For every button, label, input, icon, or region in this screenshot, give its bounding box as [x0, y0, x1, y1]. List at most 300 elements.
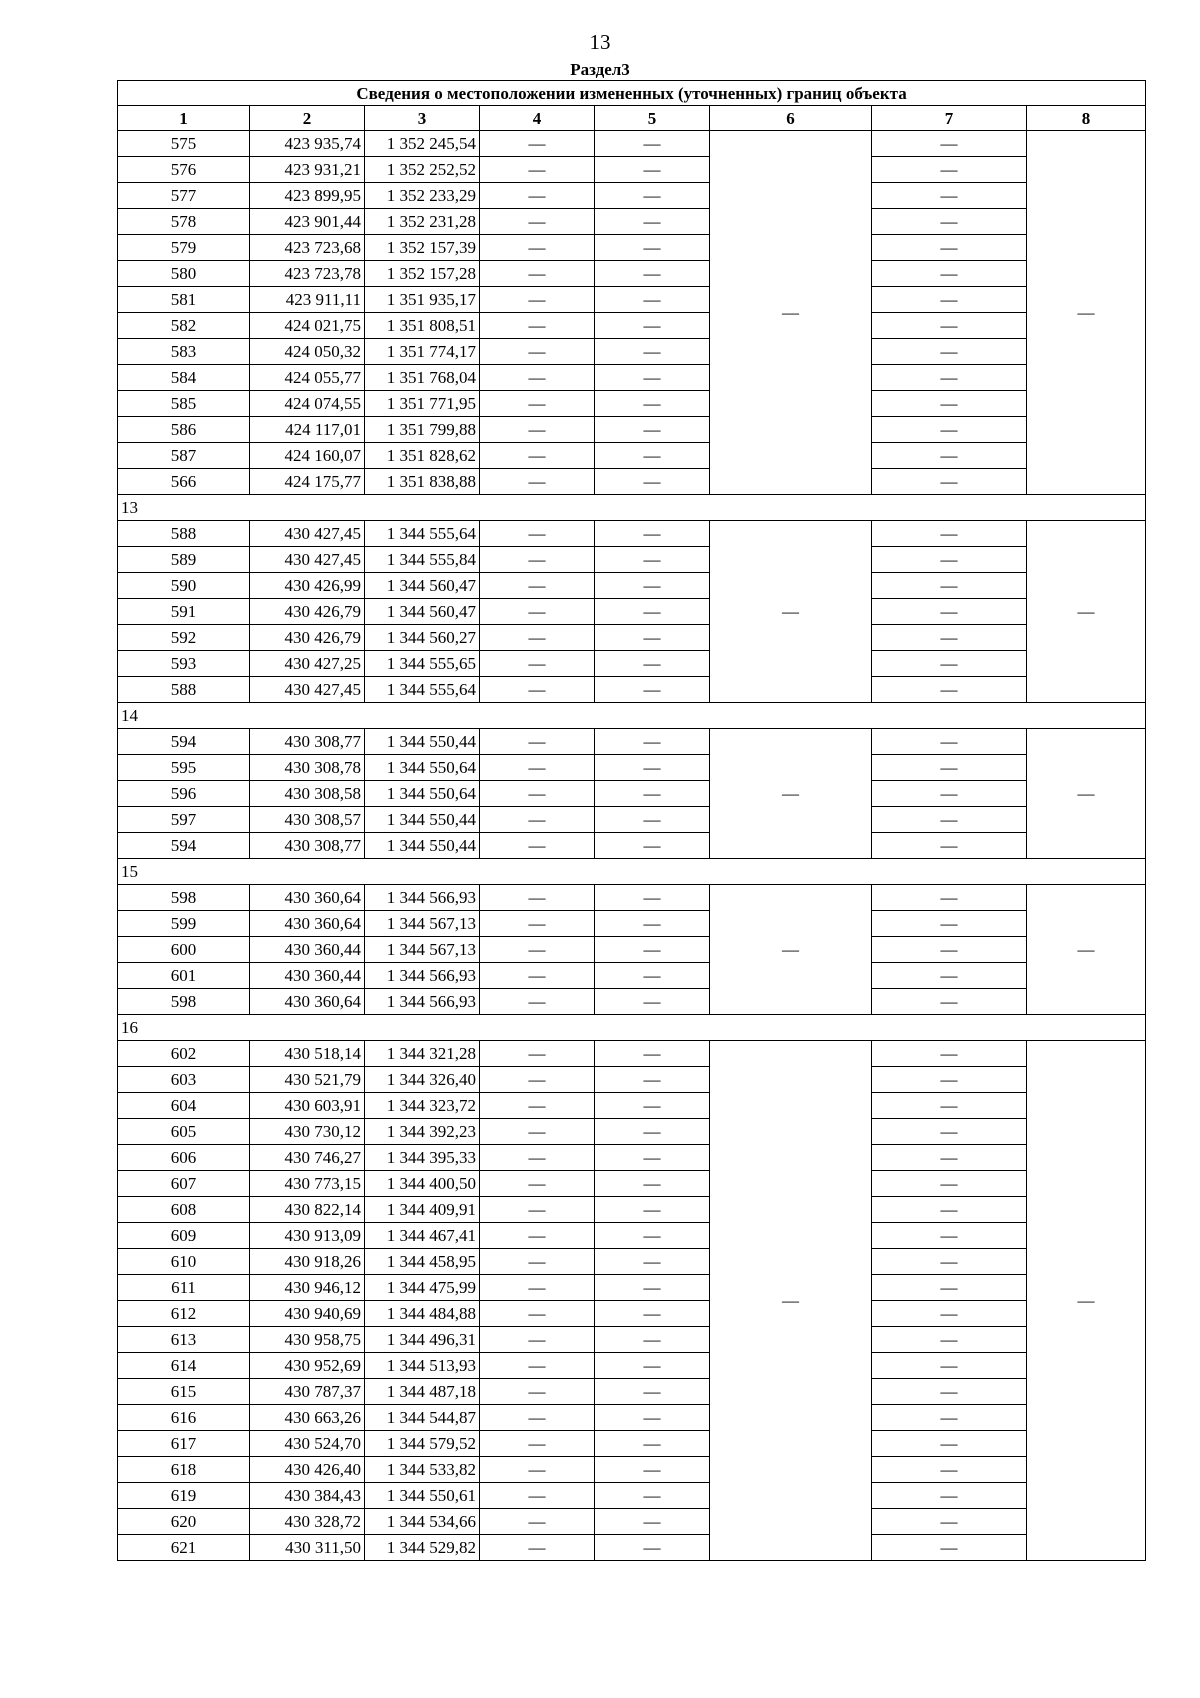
- col6-merged-cell: —: [710, 729, 872, 859]
- coord-x: 430 787,37: [250, 1379, 365, 1405]
- col5-cell: —: [595, 1431, 710, 1457]
- col4-cell: —: [480, 937, 595, 963]
- point-number: 594: [118, 729, 250, 755]
- coord-x: 430 360,64: [250, 989, 365, 1015]
- col5-cell: —: [595, 1457, 710, 1483]
- point-number: 589: [118, 547, 250, 573]
- table-row: [118, 417, 1146, 443]
- coord-y: 1 344 566,93: [365, 885, 480, 911]
- column-header: 7: [872, 106, 1027, 131]
- table-row: [118, 1119, 1146, 1145]
- page-number: 13: [589, 30, 611, 54]
- col5-cell: —: [595, 1379, 710, 1405]
- col4-cell: —: [480, 287, 595, 313]
- coord-y: 1 344 458,95: [365, 1249, 480, 1275]
- group-header-row: [118, 859, 1146, 885]
- col5-cell: —: [595, 1275, 710, 1301]
- coord-y: 1 351 808,51: [365, 313, 480, 339]
- coord-x: 424 117,01: [250, 417, 365, 443]
- coord-x: 430 427,45: [250, 521, 365, 547]
- coord-y: 1 352 233,29: [365, 183, 480, 209]
- point-number: 598: [118, 885, 250, 911]
- col7-cell: —: [872, 1223, 1027, 1249]
- table-row: [118, 1145, 1146, 1171]
- coord-x: 430 773,15: [250, 1171, 365, 1197]
- coord-x: 430 946,12: [250, 1275, 365, 1301]
- coord-x: 430 521,79: [250, 1067, 365, 1093]
- column-header: 3: [365, 106, 480, 131]
- point-number: 612: [118, 1301, 250, 1327]
- col5-cell: —: [595, 443, 710, 469]
- coord-x: 430 822,14: [250, 1197, 365, 1223]
- col7-cell: —: [872, 1119, 1027, 1145]
- table-row: [118, 1483, 1146, 1509]
- col7-cell: —: [872, 911, 1027, 937]
- coord-x: 430 918,26: [250, 1249, 365, 1275]
- coord-y: 1 344 550,44: [365, 807, 480, 833]
- col7-cell: —: [872, 469, 1027, 495]
- table-row: [118, 885, 1146, 911]
- coord-y: 1 344 529,82: [365, 1535, 480, 1561]
- coord-x: 423 723,68: [250, 235, 365, 261]
- col6-merged-cell: —: [710, 885, 872, 1015]
- col5-cell: —: [595, 911, 710, 937]
- coord-y: 1 344 392,23: [365, 1119, 480, 1145]
- col5-cell: —: [595, 1483, 710, 1509]
- coord-x: 430 426,99: [250, 573, 365, 599]
- col5-cell: —: [595, 1405, 710, 1431]
- col5-cell: —: [595, 625, 710, 651]
- coord-x: 430 308,78: [250, 755, 365, 781]
- col7-cell: —: [872, 1535, 1027, 1561]
- coord-y: 1 344 566,93: [365, 963, 480, 989]
- coord-y: 1 344 323,72: [365, 1093, 480, 1119]
- col8-merged-cell: —: [1027, 885, 1146, 1015]
- point-number: 578: [118, 209, 250, 235]
- coord-y: 1 344 467,41: [365, 1223, 480, 1249]
- table-row: [118, 625, 1146, 651]
- col4-cell: —: [480, 1301, 595, 1327]
- coord-y: 1 344 496,31: [365, 1327, 480, 1353]
- col4-cell: —: [480, 729, 595, 755]
- coord-y: 1 344 550,44: [365, 729, 480, 755]
- col4-cell: —: [480, 521, 595, 547]
- col5-cell: —: [595, 885, 710, 911]
- column-header-row: [118, 106, 1146, 131]
- coord-x: 430 746,27: [250, 1145, 365, 1171]
- col5-cell: —: [595, 1249, 710, 1275]
- col4-cell: —: [480, 963, 595, 989]
- col7-cell: —: [872, 1171, 1027, 1197]
- col7-cell: —: [872, 1041, 1027, 1067]
- coord-y: 1 344 326,40: [365, 1067, 480, 1093]
- table-row: [118, 781, 1146, 807]
- coord-x: 424 160,07: [250, 443, 365, 469]
- col5-cell: —: [595, 937, 710, 963]
- col4-cell: —: [480, 599, 595, 625]
- col4-cell: —: [480, 1223, 595, 1249]
- col4-cell: —: [480, 183, 595, 209]
- col7-cell: —: [872, 1093, 1027, 1119]
- table-row: [118, 235, 1146, 261]
- coord-y: 1 344 555,65: [365, 651, 480, 677]
- col7-cell: —: [872, 755, 1027, 781]
- col4-cell: —: [480, 885, 595, 911]
- col5-cell: —: [595, 677, 710, 703]
- point-number: 583: [118, 339, 250, 365]
- point-number: 575: [118, 131, 250, 157]
- table-row: [118, 209, 1146, 235]
- coord-y: 1 351 799,88: [365, 417, 480, 443]
- group-label: 13: [118, 495, 1146, 521]
- coord-y: 1 344 475,99: [365, 1275, 480, 1301]
- coord-x: 430 952,69: [250, 1353, 365, 1379]
- col5-cell: —: [595, 235, 710, 261]
- coord-y: 1 344 579,52: [365, 1431, 480, 1457]
- coord-x: 430 360,64: [250, 885, 365, 911]
- coord-y: 1 344 560,27: [365, 625, 480, 651]
- table-row: [118, 1405, 1146, 1431]
- coord-y: 1 352 157,39: [365, 235, 480, 261]
- coord-y: 1 344 560,47: [365, 573, 480, 599]
- coord-x: 430 426,79: [250, 599, 365, 625]
- point-number: 610: [118, 1249, 250, 1275]
- col8-merged-cell: —: [1027, 521, 1146, 703]
- table-row: [118, 677, 1146, 703]
- col5-cell: —: [595, 651, 710, 677]
- table-row: [118, 1457, 1146, 1483]
- col4-cell: —: [480, 339, 595, 365]
- coord-x: 424 175,77: [250, 469, 365, 495]
- table-row: [118, 1067, 1146, 1093]
- col4-cell: —: [480, 1145, 595, 1171]
- col5-cell: —: [595, 1067, 710, 1093]
- col5-cell: —: [595, 1509, 710, 1535]
- column-header: 4: [480, 106, 595, 131]
- group-label: 15: [118, 859, 1146, 885]
- point-number: 599: [118, 911, 250, 937]
- point-number: 594: [118, 833, 250, 859]
- point-number: 602: [118, 1041, 250, 1067]
- coord-x: 423 899,95: [250, 183, 365, 209]
- col4-cell: —: [480, 1431, 595, 1457]
- col4-cell: —: [480, 1171, 595, 1197]
- col8-merged-cell: —: [1027, 131, 1146, 495]
- col4-cell: —: [480, 573, 595, 599]
- col7-cell: —: [872, 1353, 1027, 1379]
- coord-y: 1 344 555,64: [365, 521, 480, 547]
- point-number: 618: [118, 1457, 250, 1483]
- point-number: 614: [118, 1353, 250, 1379]
- col4-cell: —: [480, 1457, 595, 1483]
- section-title: Раздел3: [570, 60, 630, 79]
- point-number: 609: [118, 1223, 250, 1249]
- col7-cell: —: [872, 313, 1027, 339]
- col7-cell: —: [872, 1067, 1027, 1093]
- coord-y: 1 352 252,52: [365, 157, 480, 183]
- table-row: [118, 183, 1146, 209]
- point-number: 586: [118, 417, 250, 443]
- coord-y: 1 344 544,87: [365, 1405, 480, 1431]
- col4-cell: —: [480, 313, 595, 339]
- table-row: [118, 729, 1146, 755]
- col7-cell: —: [872, 235, 1027, 261]
- table-row: [118, 911, 1146, 937]
- col5-cell: —: [595, 833, 710, 859]
- point-number: 617: [118, 1431, 250, 1457]
- point-number: 619: [118, 1483, 250, 1509]
- point-number: 608: [118, 1197, 250, 1223]
- coord-x: 430 518,14: [250, 1041, 365, 1067]
- col5-cell: —: [595, 183, 710, 209]
- col8-merged-cell: —: [1027, 1041, 1146, 1561]
- col7-cell: —: [872, 391, 1027, 417]
- coord-y: 1 344 555,64: [365, 677, 480, 703]
- col5-cell: —: [595, 1145, 710, 1171]
- point-number: 576: [118, 157, 250, 183]
- table-row: [118, 391, 1146, 417]
- table-row: [118, 1171, 1146, 1197]
- coord-x: 424 050,32: [250, 339, 365, 365]
- coord-x: 423 911,11: [250, 287, 365, 313]
- table-row: [118, 1301, 1146, 1327]
- point-number: 616: [118, 1405, 250, 1431]
- coord-y: 1 352 157,28: [365, 261, 480, 287]
- col4-cell: —: [480, 235, 595, 261]
- coord-x: 430 308,58: [250, 781, 365, 807]
- col4-cell: —: [480, 1041, 595, 1067]
- col7-cell: —: [872, 573, 1027, 599]
- col7-cell: —: [872, 365, 1027, 391]
- col4-cell: —: [480, 1093, 595, 1119]
- col4-cell: —: [480, 547, 595, 573]
- col4-cell: —: [480, 833, 595, 859]
- coord-x: 430 427,45: [250, 677, 365, 703]
- column-header: 8: [1027, 106, 1146, 131]
- table-row: [118, 1223, 1146, 1249]
- coord-y: 1 344 513,93: [365, 1353, 480, 1379]
- point-number: 596: [118, 781, 250, 807]
- col5-cell: —: [595, 547, 710, 573]
- col5-cell: —: [595, 313, 710, 339]
- point-number: 566: [118, 469, 250, 495]
- coord-x: 430 730,12: [250, 1119, 365, 1145]
- point-number: 593: [118, 651, 250, 677]
- table-row: [118, 287, 1146, 313]
- table-row: [118, 131, 1146, 157]
- col7-cell: —: [872, 1379, 1027, 1405]
- col7-cell: —: [872, 417, 1027, 443]
- col5-cell: —: [595, 1223, 710, 1249]
- col4-cell: —: [480, 1249, 595, 1275]
- coord-x: 430 360,44: [250, 963, 365, 989]
- coord-x: 424 021,75: [250, 313, 365, 339]
- table-row: [118, 1041, 1146, 1067]
- group-header-row: [118, 495, 1146, 521]
- col7-cell: —: [872, 651, 1027, 677]
- point-number: 582: [118, 313, 250, 339]
- coord-x: 430 940,69: [250, 1301, 365, 1327]
- col7-cell: —: [872, 521, 1027, 547]
- col4-cell: —: [480, 1327, 595, 1353]
- col4-cell: —: [480, 781, 595, 807]
- col7-cell: —: [872, 677, 1027, 703]
- col4-cell: —: [480, 365, 595, 391]
- col7-cell: —: [872, 1275, 1027, 1301]
- col5-cell: —: [595, 729, 710, 755]
- point-number: 600: [118, 937, 250, 963]
- table-row: [118, 469, 1146, 495]
- col4-cell: —: [480, 1119, 595, 1145]
- col7-cell: —: [872, 1249, 1027, 1275]
- table-body: [118, 81, 1146, 1561]
- col5-cell: —: [595, 781, 710, 807]
- point-number: 611: [118, 1275, 250, 1301]
- point-number: 580: [118, 261, 250, 287]
- col7-cell: —: [872, 287, 1027, 313]
- col5-cell: —: [595, 157, 710, 183]
- coord-y: 1 344 484,88: [365, 1301, 480, 1327]
- col5-cell: —: [595, 989, 710, 1015]
- col4-cell: —: [480, 625, 595, 651]
- group-label: 16: [118, 1015, 1146, 1041]
- col7-cell: —: [872, 443, 1027, 469]
- table-row: [118, 573, 1146, 599]
- col5-cell: —: [595, 599, 710, 625]
- col4-cell: —: [480, 391, 595, 417]
- table-caption: Сведения о местоположении измененных (уточненных) границ объекта: [118, 81, 1146, 106]
- table-row: [118, 1431, 1146, 1457]
- col7-cell: —: [872, 157, 1027, 183]
- table-row: [118, 547, 1146, 573]
- col7-cell: —: [872, 209, 1027, 235]
- coord-x: 430 328,72: [250, 1509, 365, 1535]
- coord-x: 430 603,91: [250, 1093, 365, 1119]
- column-header: 2: [250, 106, 365, 131]
- point-number: 598: [118, 989, 250, 1015]
- col4-cell: —: [480, 157, 595, 183]
- coord-y: 1 344 560,47: [365, 599, 480, 625]
- col5-cell: —: [595, 261, 710, 287]
- table-row: [118, 443, 1146, 469]
- col4-cell: —: [480, 1379, 595, 1405]
- col5-cell: —: [595, 469, 710, 495]
- coord-x: 423 901,44: [250, 209, 365, 235]
- coord-y: 1 344 395,33: [365, 1145, 480, 1171]
- point-number: 579: [118, 235, 250, 261]
- group-header-row: [118, 1015, 1146, 1041]
- point-number: 606: [118, 1145, 250, 1171]
- coord-y: 1 344 400,50: [365, 1171, 480, 1197]
- col5-cell: —: [595, 521, 710, 547]
- col7-cell: —: [872, 1457, 1027, 1483]
- coord-y: 1 344 567,13: [365, 937, 480, 963]
- col4-cell: —: [480, 209, 595, 235]
- table-row: [118, 937, 1146, 963]
- col5-cell: —: [595, 1301, 710, 1327]
- table-row: [118, 1353, 1146, 1379]
- col7-cell: —: [872, 1197, 1027, 1223]
- point-number: 601: [118, 963, 250, 989]
- table-row: [118, 365, 1146, 391]
- coord-x: 430 958,75: [250, 1327, 365, 1353]
- table-row: [118, 1275, 1146, 1301]
- col4-cell: —: [480, 1535, 595, 1561]
- col4-cell: —: [480, 469, 595, 495]
- col7-cell: —: [872, 885, 1027, 911]
- col4-cell: —: [480, 443, 595, 469]
- coord-y: 1 351 774,17: [365, 339, 480, 365]
- coord-y: 1 351 838,88: [365, 469, 480, 495]
- col4-cell: —: [480, 911, 595, 937]
- point-number: 590: [118, 573, 250, 599]
- col7-cell: —: [872, 599, 1027, 625]
- col7-cell: —: [872, 989, 1027, 1015]
- coord-y: 1 344 550,44: [365, 833, 480, 859]
- col4-cell: —: [480, 1353, 595, 1379]
- col7-cell: —: [872, 183, 1027, 209]
- col7-cell: —: [872, 729, 1027, 755]
- table-row: [118, 157, 1146, 183]
- coord-y: 1 344 487,18: [365, 1379, 480, 1405]
- point-number: 585: [118, 391, 250, 417]
- coord-y: 1 344 550,64: [365, 755, 480, 781]
- col7-cell: —: [872, 131, 1027, 157]
- col7-cell: —: [872, 1483, 1027, 1509]
- point-number: 604: [118, 1093, 250, 1119]
- table-row: [118, 599, 1146, 625]
- coord-y: 1 351 771,95: [365, 391, 480, 417]
- col5-cell: —: [595, 573, 710, 599]
- coord-x: 423 935,74: [250, 131, 365, 157]
- col5-cell: —: [595, 391, 710, 417]
- col5-cell: —: [595, 131, 710, 157]
- table-row: [118, 1379, 1146, 1405]
- col7-cell: —: [872, 1145, 1027, 1171]
- coord-y: 1 344 533,82: [365, 1457, 480, 1483]
- col5-cell: —: [595, 1171, 710, 1197]
- table-row: [118, 833, 1146, 859]
- col5-cell: —: [595, 209, 710, 235]
- col5-cell: —: [595, 1353, 710, 1379]
- coord-x: 430 308,57: [250, 807, 365, 833]
- coord-y: 1 344 550,61: [365, 1483, 480, 1509]
- col5-cell: —: [595, 287, 710, 313]
- point-number: 597: [118, 807, 250, 833]
- group-label: 14: [118, 703, 1146, 729]
- col4-cell: —: [480, 677, 595, 703]
- col4-cell: —: [480, 1483, 595, 1509]
- col4-cell: —: [480, 755, 595, 781]
- coord-x: 430 360,44: [250, 937, 365, 963]
- point-number: 615: [118, 1379, 250, 1405]
- col4-cell: —: [480, 1067, 595, 1093]
- col4-cell: —: [480, 989, 595, 1015]
- point-number: 584: [118, 365, 250, 391]
- column-header: 5: [595, 106, 710, 131]
- table-row: [118, 313, 1146, 339]
- coord-y: 1 352 231,28: [365, 209, 480, 235]
- column-header: 1: [118, 106, 250, 131]
- coord-y: 1 352 245,54: [365, 131, 480, 157]
- col7-cell: —: [872, 807, 1027, 833]
- table-row: [118, 261, 1146, 287]
- table-row: [118, 755, 1146, 781]
- col4-cell: —: [480, 261, 595, 287]
- point-number: 577: [118, 183, 250, 209]
- col7-cell: —: [872, 833, 1027, 859]
- coord-x: 424 074,55: [250, 391, 365, 417]
